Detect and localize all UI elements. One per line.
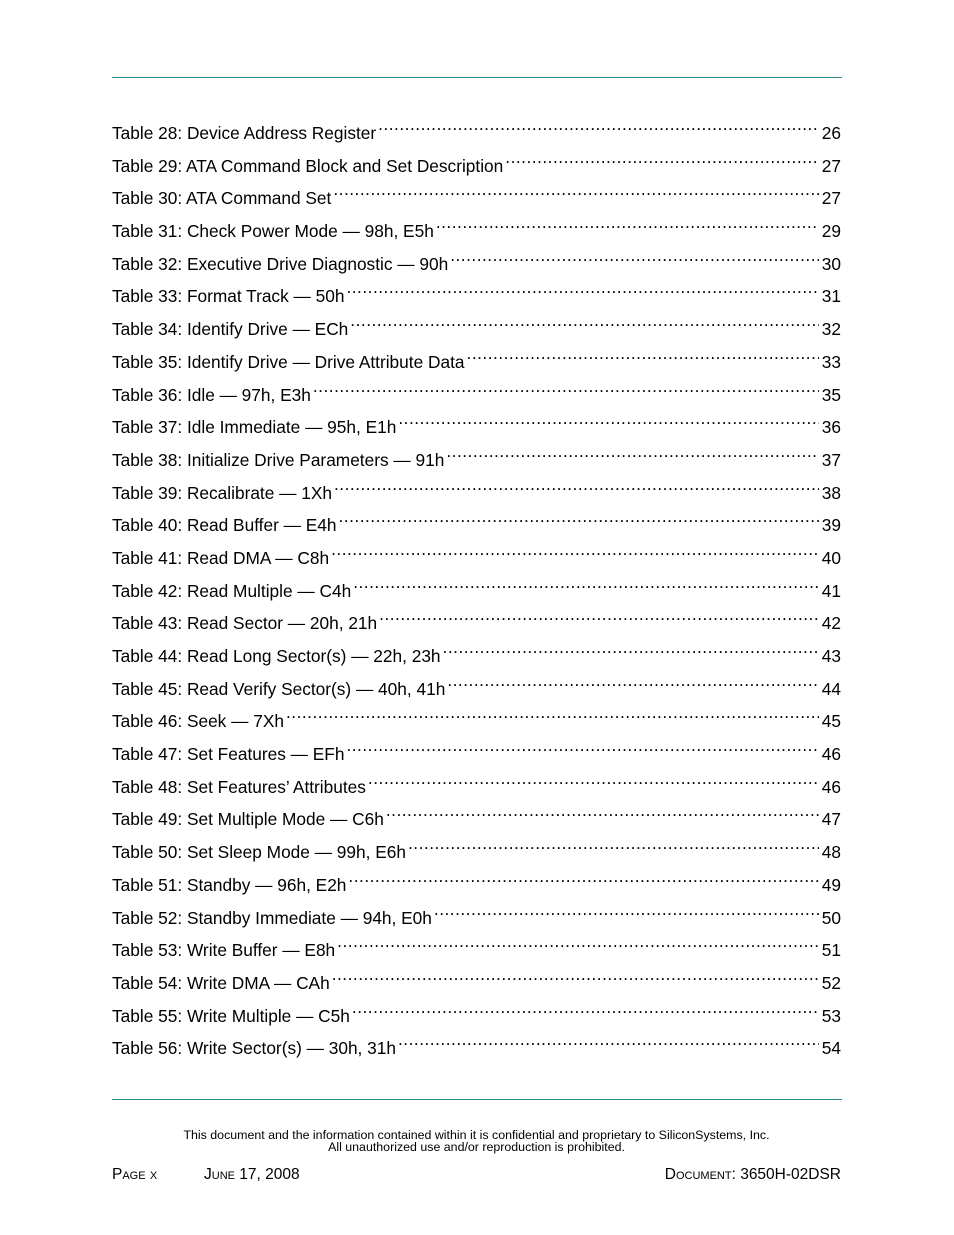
toc-entry-title: Table 46: Seek — 7Xh [112,711,284,732]
toc-entry[interactable] [112,935,841,968]
toc-entry[interactable] [112,1033,841,1066]
toc-entry-title: Table 43: Read Sector — 20h, 21h [112,613,378,634]
toc-dot-leader [505,152,819,172]
toc-entry-title: Table 40: Read Buffer — E4h [112,515,337,536]
toc-entry[interactable] [112,706,841,739]
document-number: Document: 3650H-02DSR [664,1166,841,1183]
toc-entry-title: Table 50: Set Sleep Mode — 99h, E6h [112,842,406,863]
toc-dot-leader [346,282,818,302]
toc-entry-title: Table 41: Read DMA — C8h [112,547,330,568]
toc-dot-leader [346,740,818,760]
toc-entry[interactable] [112,576,841,609]
toc-dot-leader [446,446,818,466]
toc-dot-leader [353,577,819,597]
toc-entry-title: Table 28: Device Address Register [112,123,377,143]
toc-entry[interactable] [112,314,841,347]
toc-entry-title: Table 49: Set Multiple Mode — C6h [112,809,384,830]
toc-entry[interactable] [112,804,841,837]
toc-dot-leader [443,642,819,662]
toc-entry[interactable] [112,1001,841,1034]
toc-entry[interactable] [112,445,841,478]
toc-entry-page-number: 36 [821,417,841,438]
toc-dot-leader [379,609,819,629]
toc-entry[interactable] [112,739,841,772]
confidentiality-notice-line-1: This document and the information contained within it is confidential and proprietary to SiliconSystems, Inc. [183,1128,770,1142]
toc-entry[interactable] [112,118,841,151]
toc-entry-page-number: 54 [821,1038,841,1059]
toc-entry-title: Table 29: ATA Command Block and Set Description [112,155,504,176]
toc-entry-page-number: 42 [821,613,841,634]
toc-entry-title: Table 31: Check Power Mode — 98h, E5h [112,221,434,242]
toc-entry-title: Table 54: Write DMA — CAh [112,972,330,993]
toc-entry[interactable] [112,478,841,511]
toc-entry-page-number: 49 [821,874,841,895]
document-date: June 17, 2008 [204,1166,300,1183]
toc-entry[interactable] [112,183,841,216]
header-rule [112,77,842,78]
toc-entry-page-number: 44 [821,678,841,699]
toc-entry-page-number: 46 [821,776,841,797]
toc-entry-title: Table 55: Write Multiple — C5h [112,1005,350,1026]
toc-entry-title: Table 33: Format Track — 50h [112,286,345,307]
toc-entry-page-number: 38 [821,482,841,503]
toc-entry-page-number: 35 [821,384,841,405]
toc-entry[interactable] [112,347,841,380]
toc-entry[interactable] [112,412,841,445]
toc-entry-page-number: 27 [821,155,841,176]
toc-dot-leader [408,838,819,858]
toc-dot-leader [333,184,818,204]
toc-entry-title: Table 56: Write Sector(s) — 30h, 31h [112,1038,396,1059]
toc-entry-page-number: 53 [821,1005,841,1026]
toc-entry[interactable] [112,281,841,314]
confidentiality-notice-line-2: All unauthorized use and/or reproduction is prohibited. [328,1140,625,1154]
toc-entry[interactable] [112,870,841,903]
toc-dot-leader [313,381,819,401]
toc-entry-page-number: 48 [821,842,841,863]
toc-entry[interactable] [112,380,841,413]
toc-entry[interactable] [112,837,841,870]
toc-entry-page-number: 41 [821,580,841,601]
toc-entry-title: Table 38: Initialize Drive Parameters — 91h [112,449,445,470]
toc-dot-leader [331,544,819,564]
toc-entry[interactable] [112,903,841,936]
toc-entry[interactable] [112,216,841,249]
toc-entry-page-number: 39 [821,515,841,536]
toc-entry-page-number: 27 [821,188,841,209]
toc-entry-title: Table 35: Identify Drive — Drive Attribute Data [112,351,465,372]
toc-entry-title: Table 53: Write Buffer — E8h [112,940,336,961]
toc-entry-title: Table 45: Read Verify Sector(s) — 40h, 41h [112,678,446,699]
toc-entry-page-number: 46 [821,744,841,765]
footer-rule [112,1099,842,1100]
toc-entry-title: Table 47: Set Features — EFh [112,744,345,765]
toc-dot-leader [338,511,818,531]
toc-dot-leader [337,936,819,956]
toc-entry-title: Table 44: Read Long Sector(s) — 22h, 23h [112,646,441,666]
toc-entry-page-number: 40 [821,547,841,568]
toc-entry-page-number: 45 [821,711,841,732]
toc-dot-leader [350,315,818,335]
toc-entry-page-number: 50 [821,907,841,928]
toc-entry-page-number: 32 [821,319,841,340]
toc-entry[interactable] [112,968,841,1001]
toc-entry-page-number: 43 [821,646,841,666]
toc-dot-leader [398,413,818,433]
toc-dot-leader [447,675,818,695]
toc-entry-page-number: 37 [821,449,841,470]
toc-dot-leader [334,479,819,499]
toc-entry[interactable] [112,608,841,641]
toc-dot-leader [368,773,819,793]
toc-dot-leader [348,871,818,891]
toc-entry[interactable] [112,543,841,576]
toc-entry[interactable] [112,151,841,184]
page-number: Page x [112,1166,158,1183]
toc-entry[interactable] [112,641,841,674]
toc-dot-leader [450,250,819,270]
toc-entry[interactable] [112,249,841,282]
toc-entry-page-number: 52 [821,972,841,993]
toc-dot-leader [398,1034,819,1054]
toc-entry-page-number: 26 [821,123,841,143]
toc-dot-leader [332,969,819,989]
toc-entry[interactable] [112,510,841,543]
toc-entry-page-number: 30 [821,253,841,274]
toc-entry-title: Table 42: Read Multiple — C4h [112,580,352,601]
toc-dot-leader [286,707,819,727]
toc-entry[interactable] [112,674,841,707]
toc-entry-page-number: 47 [821,809,841,830]
toc-entry-title: Table 48: Set Features’ Attributes [112,776,366,797]
toc-dot-leader [386,805,819,825]
toc-entry-title: Table 32: Executive Drive Diagnostic — 90h [112,253,449,274]
toc-dot-leader [434,904,819,924]
toc-entry[interactable] [112,772,841,805]
toc-entry-page-number: 29 [821,221,841,242]
toc-dot-leader [352,1002,819,1022]
toc-entry-title: Table 52: Standby Immediate — 94h, E0h [112,907,432,928]
toc-entry-page-number: 51 [821,940,841,961]
toc-entry-title: Table 36: Idle — 97h, E3h [112,384,311,405]
toc-entry-title: Table 51: Standby — 96h, E2h [112,874,347,895]
toc-entry-title: Table 39: Recalibrate — 1Xh [112,482,332,503]
toc-dot-leader [436,217,819,237]
list-of-tables [112,118,841,1066]
toc-dot-leader [378,119,819,139]
toc-entry-page-number: 31 [821,286,841,307]
toc-entry-page-number: 33 [821,351,841,372]
toc-dot-leader [467,348,819,368]
toc-entry-title: Table 34: Identify Drive — ECh [112,319,349,340]
toc-entry-title: Table 30: ATA Command Set [112,188,332,209]
toc-entry-title: Table 37: Idle Immediate — 95h, E1h [112,417,397,438]
